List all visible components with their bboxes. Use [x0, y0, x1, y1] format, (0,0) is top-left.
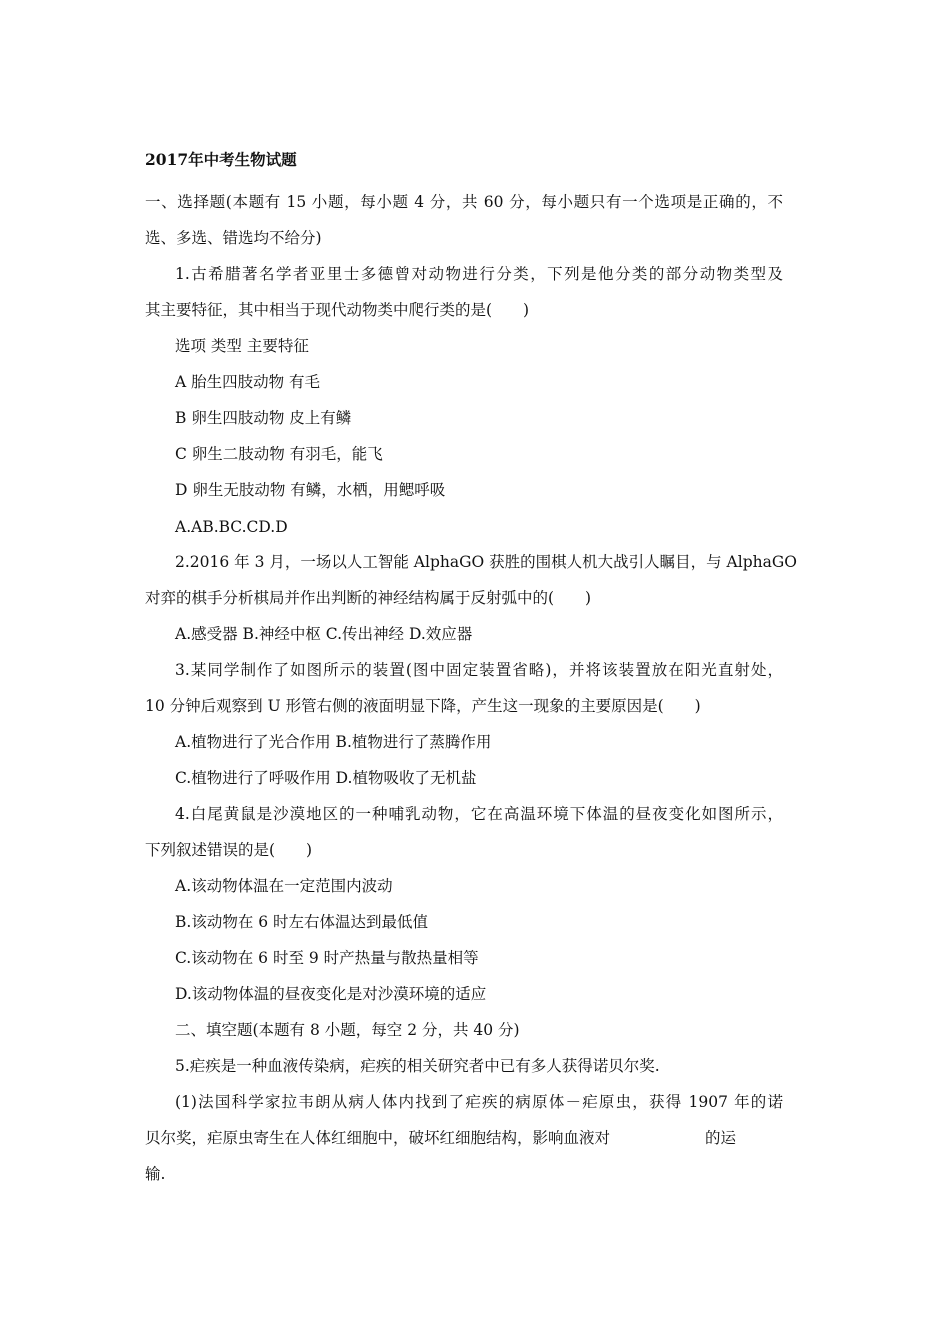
q1-row-a: A 胎生四肢动物 有毛 — [175, 373, 321, 391]
q4-option-d: D.该动物体温的昼夜变化是对沙漠环境的适应 — [175, 985, 487, 1003]
q1-table-header: 选项 类型 主要特征 — [175, 337, 309, 355]
q5-part1-line1: (1)法国科学家拉韦朗从病人体内找到了疟疾的病原体－疟原虫，获得 1907 年的诺 — [175, 1093, 783, 1111]
q5-part1-line2 — [145, 1127, 736, 1149]
q5-intro: 5.疟疾是一种血液传染病，疟疾的相关研究者中已有多人获得诺贝尔奖. — [175, 1057, 660, 1075]
q3-stem-line1: 3.某同学制作了如图所示的装置(图中固定装置省略)，并将该装置放在阳光直射处， — [175, 661, 783, 679]
q1-row-b: B 卵生四肢动物 皮上有鳞 — [175, 409, 352, 427]
q3-stem-line2: 10 分钟后观察到 U 形管右侧的液面明显下降，产生这一现象的主要原因是( ) — [145, 697, 701, 715]
q4-option-b: B.该动物在 6 时左右体温达到最低值 — [175, 913, 429, 931]
q5-part1-line2-text: 贝尔奖，疟原虫寄生在人体红细胞中，破坏红细胞结构，影响血液对 — [145, 1129, 611, 1147]
q2-stem-line1: 2.2016 年 3 月，一场以人工智能 AlphaGO 获胜的围棋人机大战引人瞩目，与 AlphaGO — [175, 553, 797, 571]
q5-part1-line3: 输. — [145, 1165, 166, 1183]
q2-stem-line2: 对弈的棋手分析棋局并作出判断的神经结构属于反射弧中的( ) — [145, 589, 592, 607]
q5-part1-line2-tail: 的运 — [705, 1129, 737, 1147]
q3-options-line2: C.植物进行了呼吸作用 D.植物吸收了无机盐 — [175, 769, 477, 787]
q4-option-a: A.该动物体温在一定范围内波动 — [175, 877, 393, 895]
q2-options: A.感受器 B.神经中枢 C.传出神经 D.效应器 — [175, 625, 473, 643]
section1-heading-line2: 选、多选、错选均不给分) — [145, 229, 322, 247]
q4-stem-line1: 4.白尾黄鼠是沙漠地区的一种哺乳动物，它在高温环境下体温的昼夜变化如图所示， — [175, 805, 783, 823]
q4-option-c: C.该动物在 6 时至 9 时产热量与散热量相等 — [175, 949, 479, 967]
q4-stem-line2: 下列叙述错误的是( ) — [145, 841, 313, 859]
section2-heading: 二、填空题(本题有 8 小题，每空 2 分，共 40 分) — [175, 1021, 520, 1039]
q3-options-line1: A.植物进行了光合作用 B.植物进行了蒸腾作用 — [175, 733, 492, 751]
q1-row-d: D 卵生无肢动物 有鳞，水栖，用鳃呼吸 — [175, 481, 446, 499]
document-title: 2017年中考生物试题 — [145, 150, 297, 169]
section1-heading-line1: 一、选择题(本题有 15 小题，每小题 4 分，共 60 分，每小题只有一个选项是正确的，不 — [145, 193, 783, 211]
q1-stem-line1: 1.古希腊著名学者亚里士多德曾对动物进行分类，下列是他分类的部分动物类型及 — [175, 265, 783, 283]
q1-row-c: C 卵生二肢动物 有羽毛，能飞 — [175, 445, 383, 463]
q1-options: A.AB.BC.CD.D — [175, 518, 288, 536]
q1-stem-line2: 其主要特征，其中相当于现代动物类中爬行类的是( ) — [145, 301, 530, 319]
